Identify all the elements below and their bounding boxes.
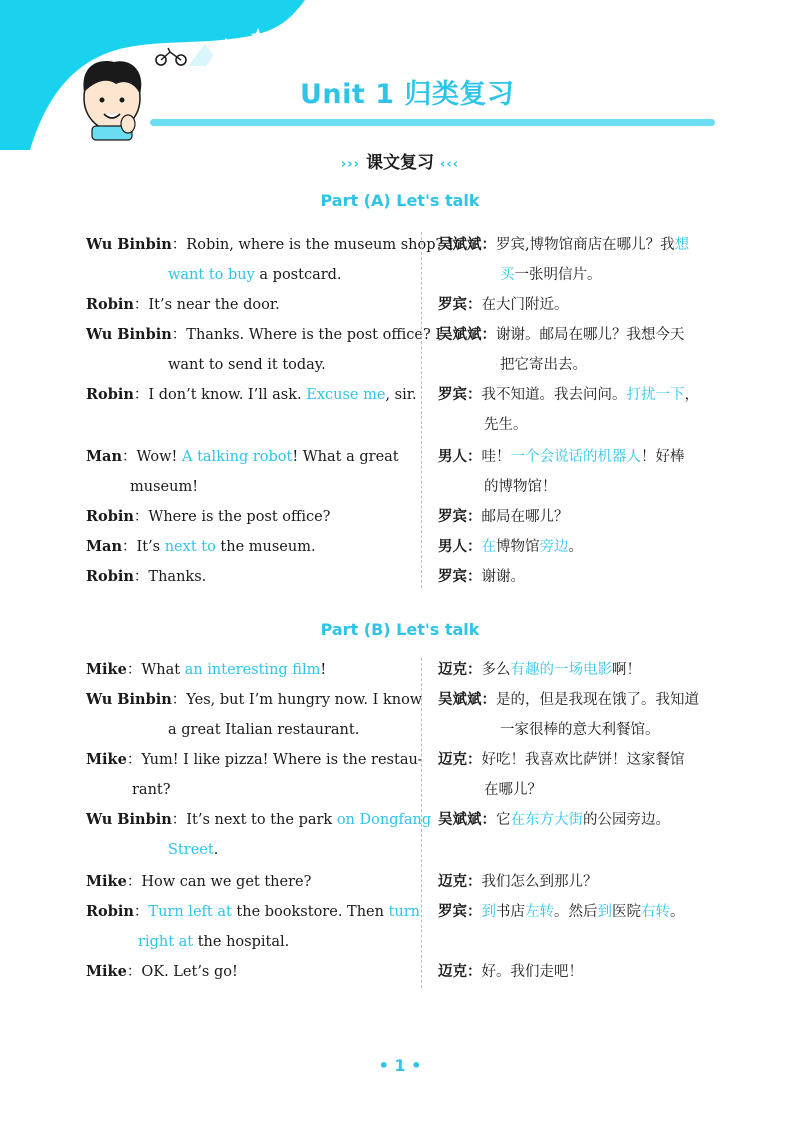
part-a-heading: Part (A) Let's talk xyxy=(320,191,480,210)
section-heading xyxy=(0,148,800,173)
dialogue-line: Mike：How can we get there? xyxy=(86,873,312,890)
dialogue-line: Robin：Thanks. xyxy=(86,568,207,585)
part-b-heading: Part (B) Let's talk xyxy=(320,620,480,639)
dialogue-line-continuation: a great Italian restaurant. xyxy=(168,722,360,738)
translation-line: 罗宾：在大门附近。 xyxy=(438,296,569,313)
dialogue-line-continuation: right at the hospital. xyxy=(138,934,290,950)
translation-line-continuation: 的博物馆！ xyxy=(484,479,557,495)
translation-line-continuation: 把它寄出去。 xyxy=(500,357,587,373)
translation-line: 吴斌斌：谢谢。邮局在哪儿？我想今天 xyxy=(438,326,685,343)
column-divider xyxy=(421,232,422,588)
dialogue-line-continuation: want to buy a postcard. xyxy=(168,267,342,283)
arrows-right-icon: ››› xyxy=(340,157,360,172)
dialogue-line: Wu Binbin：It’s next to the park on Dongfang xyxy=(86,811,432,828)
dialogue-line-continuation: Street. xyxy=(168,842,219,858)
title-underline-bar xyxy=(150,119,715,126)
dialogue-line: Robin：I don’t know. I’ll ask. Excuse me, sir. xyxy=(86,386,417,403)
dialogue-line: Man：Wow! A talking robot! What a great xyxy=(86,448,399,465)
translation-line: 吴斌斌：是的，但是我现在饿了。我知道 xyxy=(438,691,699,708)
boy-mascot-icon xyxy=(83,61,141,140)
page-title: Unit 1 归类复习 xyxy=(300,79,515,110)
dialogue-line-continuation: want to send it today. xyxy=(168,357,326,373)
translation-line: 男人：哇！一个会说话的机器人！好棒 xyxy=(438,448,685,465)
header-corner-art xyxy=(0,0,320,160)
translation-line: 迈克：好。我们走吧！ xyxy=(438,963,583,980)
column-divider xyxy=(421,658,422,988)
dialogue-line-continuation: rant? xyxy=(132,782,171,798)
dialogue-line: Wu Binbin：Thanks. Where is the post office? I xyxy=(86,326,442,343)
dialogue-line: Mike：What an interesting film! xyxy=(86,661,327,678)
translation-line: 吴斌斌：它在东方大街的公园旁边。 xyxy=(438,811,670,828)
dialogue-line: Wu Binbin：Robin, where is the museum shop? I xyxy=(86,236,454,253)
dialogue-line: Robin：Turn left at the bookstore. Then turn xyxy=(86,903,421,920)
dialogue-line: Man：It’s next to the museum. xyxy=(86,538,316,555)
translation-line: 吴斌斌：罗宾,博物馆商店在哪儿？我想 xyxy=(438,236,690,253)
translation-line-continuation: 在哪儿？ xyxy=(484,782,542,798)
dialogue-line: Robin：Where is the post office? xyxy=(86,508,331,525)
translation-line: 罗宾：邮局在哪儿？ xyxy=(438,508,569,525)
dialogue-line: Wu Binbin：Yes, but I’m hungry now. I know xyxy=(86,691,423,708)
dialogue-line: Mike：Yum! I like pizza! Where is the restau- xyxy=(86,751,423,768)
mountains-icon xyxy=(188,38,246,66)
translation-line: 男人：在博物馆旁边。 xyxy=(438,538,583,555)
translation-line: 罗宾：我不知道。我去问问。打扰一下， xyxy=(438,386,699,403)
dialogue-line: Mike：OK. Let’s go! xyxy=(86,963,238,980)
translation-line: 迈克：我们怎么到那儿？ xyxy=(438,873,598,890)
dialogue-line: Robin：It’s near the door. xyxy=(86,296,280,313)
translation-line: 迈克：多么有趣的一场电影啊！ xyxy=(438,661,641,678)
translation-line-continuation: 一家很棒的意大利餐馆。 xyxy=(500,722,660,738)
translation-line-continuation: 买一张明信片。 xyxy=(500,267,602,283)
translation-line-continuation: 先生。 xyxy=(484,417,528,433)
translation-line: 迈克：好吃！我喜欢比萨饼！这家餐馆 xyxy=(438,751,685,768)
page-number: • 1 • xyxy=(378,1056,422,1075)
arrows-left-icon: ‹‹‹ xyxy=(440,157,460,172)
section-title: 课文复习 xyxy=(366,153,434,173)
translation-line: 罗宾：到书店左转。然后到医院右转。 xyxy=(438,903,685,920)
translation-line: 罗宾：谢谢。 xyxy=(438,568,525,585)
dialogue-line-continuation: museum! xyxy=(130,479,199,495)
